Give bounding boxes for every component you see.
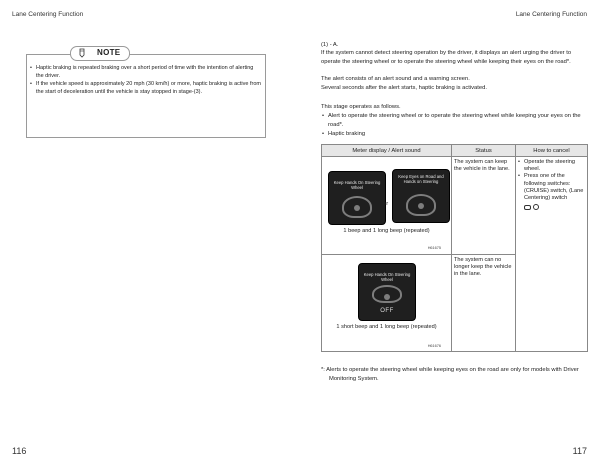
alert-table (321, 144, 588, 352)
alert-sound-text: 1 beep and 1 long beep (repeated) (343, 228, 430, 234)
lane-centering-switch-icon (533, 204, 539, 210)
off-indicator: OFF (380, 308, 394, 314)
right-page-number: 117 (572, 446, 587, 456)
steering-wheel-icon (342, 196, 372, 218)
meter-screen (328, 171, 389, 225)
display-cell (322, 157, 452, 255)
steering-wheel-icon (372, 285, 402, 303)
screen-message: Keep Hands On Steering Wheel (333, 180, 381, 190)
alert-sound-text: 1 short beep and 1 long beep (repeated) (336, 324, 437, 330)
left-page-number: 116 (12, 446, 27, 456)
cancel-cell (516, 157, 588, 352)
table-header-cell: How to cancel (516, 145, 588, 157)
image-id: H61676 (427, 344, 441, 348)
stage-item: • Haptic braking (321, 130, 587, 139)
cancel-item: • Operate the steering wheel. (518, 159, 585, 173)
cancel-list (518, 159, 585, 212)
haptic-active-text: Several seconds after the alert starts, haptic braking is activated. (321, 85, 487, 91)
note-item: • Haptic braking is repeated braking over a short period of time with the intention of alerting the driver. (30, 64, 262, 80)
note-list (30, 64, 262, 96)
step-label: (1) - A. (321, 42, 339, 48)
table-header-cell: Meter display / Alert sound (322, 145, 452, 157)
screen-message: Keep Hands On Steering Wheel (363, 272, 411, 282)
status-cell: The system can no longer keep the vehicle in the lane. (452, 255, 516, 352)
screen-message: Keep Eyes on Road and Hands on Steering (398, 174, 444, 184)
note-label (70, 46, 130, 61)
table-header-cell: Status (452, 145, 516, 157)
status-cell: The system can keep the vehicle in the lane. (452, 157, 516, 255)
image-id: H61675 (427, 246, 441, 250)
note-item: • If the vehicle speed is approximately 20 mph (30 km/h) or more, haptic braking is active from the start of deceleration until the vehicle is stay stopped in stage-(3). (30, 80, 262, 96)
display-cell (322, 255, 452, 352)
footnote: *: Alerts to operate the steering wheel while keeping eyes on the road are only for models with Driver Monitoring System. (321, 367, 579, 382)
meter-screen (392, 169, 450, 223)
stage-item: • Alert to operate the steering wheel or to operate the steering wheel while keeping your eyes on the road*. (321, 112, 587, 129)
cruise-switch-icon (524, 205, 531, 210)
cancel-item-text: Press one of the following switches: (CRUISE) switch, (Lane Centering) switch (524, 173, 584, 202)
meter-screen (358, 263, 416, 321)
steering-wheel-icon (406, 194, 436, 216)
table-header-row (322, 145, 588, 157)
right-running-header: Lane Centering Function (515, 11, 587, 18)
table-row (322, 157, 588, 255)
left-running-header: Lane Centering Function (12, 11, 84, 18)
cancel-item (518, 173, 585, 212)
note-title: NOTE (97, 48, 121, 57)
stage-intro-text: This stage operates as follows. (321, 104, 401, 110)
intro-text: If the system cannot detect steering operation by the driver, it displays an alert urging the driver to operate the steering wheel or to operate the steering wheel while keeping their eyes on the road*. (321, 50, 572, 65)
alert-consists-text: The alert consists of an alert sound and a warning screen. (321, 76, 470, 82)
pencil-note-icon (77, 48, 87, 58)
or-label: or (383, 201, 389, 207)
